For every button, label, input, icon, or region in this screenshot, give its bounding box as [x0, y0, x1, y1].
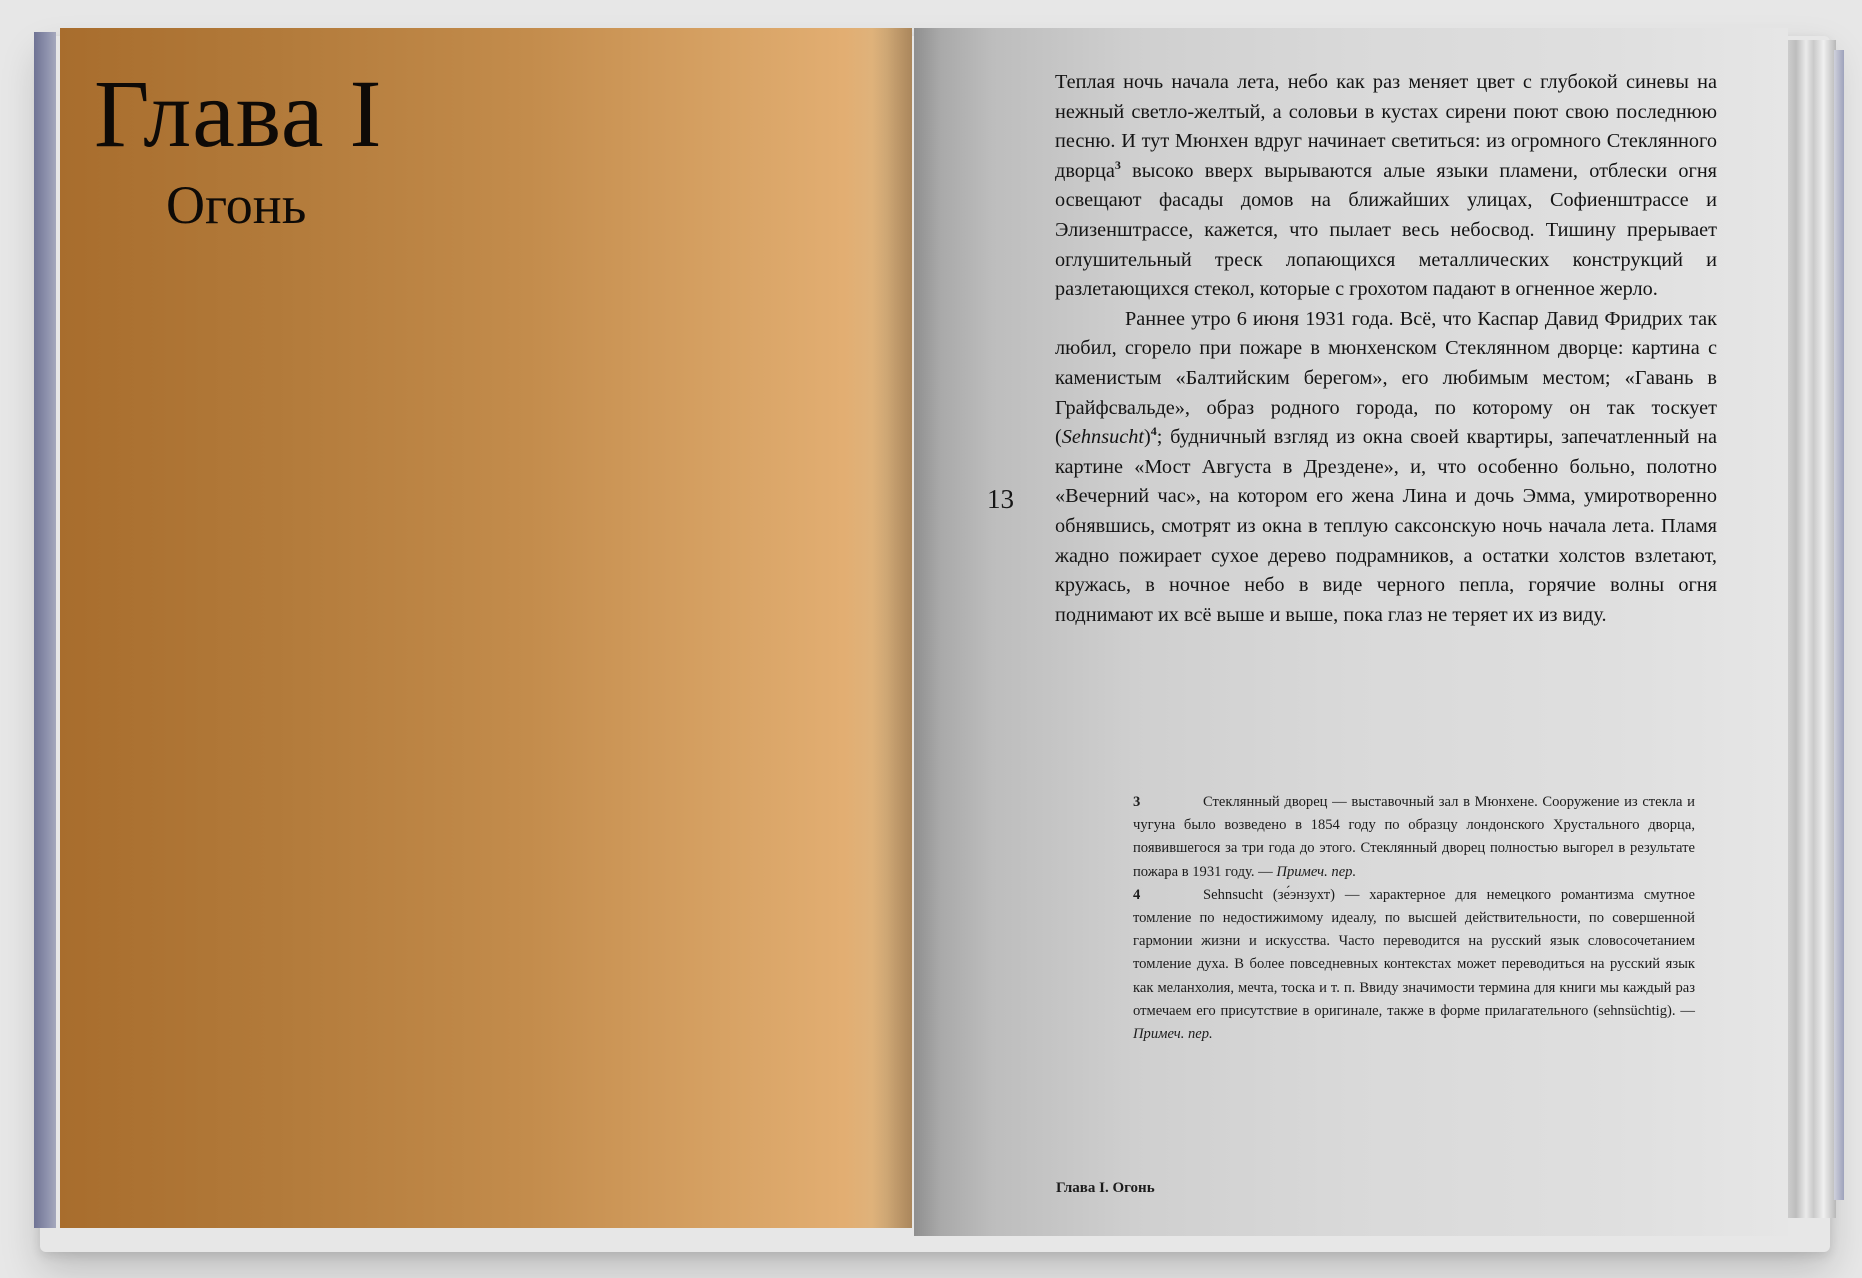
footnote-4-number: 4: [1133, 886, 1141, 903]
right-page: [914, 28, 1788, 1236]
footnote-3: [1133, 791, 1695, 884]
paragraph-1-text-a: Теплая ночь начала лета, небо как раз меняет цвет с глубокой синевы на нежный светло-желтый, а соловьи в кустах сирени поют свою последнюю песню. И тут Мюнхен вдруг начинает светиться: из огромного Стеклянного дворца: [1055, 71, 1717, 182]
footnote-4: [1133, 884, 1695, 1046]
chapter-subtitle: Огонь: [166, 175, 307, 235]
chapter-title: Глава I: [94, 60, 383, 167]
book-cover-edge-left: [34, 32, 56, 1228]
page-number: 13: [987, 484, 1014, 514]
paragraph-2-text-b: ; будничный взгляд из окна своей квартиры, запечатленный на картине «Мост Августа в Дрездене», и, что особенно больно, полотно «Вечерний час», на котором его жена Лина и дочь Эмма, умиротворенно обнявшись, смотрят из окна в теплую саксонскую ночь начала лета. Пламя жадно пожирает сухое дерево подрамников, а остатки холстов взлетают, кружась, в ночное небо в виде черного пепла, горячие волны огня поднимают их всё выше и выше, пока глаз не теряет их из виду.: [1055, 426, 1717, 626]
body-text: [1055, 68, 1717, 630]
footnote-4-text: Sehnsucht (зе́энзухт) — характерное для немецкого романтизма смутное томление по недостижимому идеалу, по высшей действительности, по совершенной гармонии жизни и искусства. Часто переводится на русский язык словосочетанием томление духа. В более повседневных контекстах может переводиться на русский язык как меланхолия, мечта, тоска и т. п. Ввиду значимости термина для книги мы каждый раз отмечаем его присутствие в оригинале, также в форме прилагательного (sehnsüchtig). —: [1133, 886, 1695, 1019]
left-page: [60, 28, 912, 1228]
paragraph-2-italic-term: Sehnsucht: [1061, 426, 1144, 449]
footnote-3-number: 3: [1133, 794, 1141, 810]
footnote-ref-4: 4: [1150, 424, 1157, 439]
footnote-3-note: Примеч. пер.: [1276, 863, 1357, 880]
paragraph-1-text-b: высоко вверх вырываются алые языки пламени, отблески огня освещают фасады домов на ближайших улицах, Софиенштрассе и Элизенштрассе, кажется, что пылает весь небосвод. Тишину прерывает оглушительный треск лопающихся металлических конструкций и разлетающихся стекол, которые с грохотом падают в огненное жерло.: [1055, 159, 1717, 301]
footnote-4-note: Примеч. пер.: [1133, 1026, 1213, 1043]
footnotes: [1133, 791, 1695, 1046]
footnote-3-text: Стеклянный дворец — выставочный зал в Мюнхене. Сооружение из стекла и чугуна было возведено в 1854 году по образцу лондонского Хрустального дворца, появившегося за три года до этого. Стеклянный дворец полностью выгорел в результате пожара в 1931 году. —: [1133, 794, 1695, 880]
book-page-edges-right: [1786, 40, 1836, 1218]
paragraph-2: Раннее утро 6 июня 1931 года. Всё, что Каспар Давид Фридрих так любил, сгорело при пожаре в мюнхенском Стеклянном дворце: картина с каменистым «Балтийским берегом», его любимым местом; «Гавань в Грайфсвальде», образ родного города, по которому он так тоскует (Sehnsucht)$^4$; будничный взгляд из окна своей квартиры, запечатленный на картине «Мост Августа в Дрездене», и, что особенно больно, полотно «Вечерний час», на котором его жена Лина и дочь Эмма, умиротворенно обнявшись, смотрят из окна в теплую саксонскую ночь начала лета. Пламя жадно пожирает сухое дерево подрамников, а остатки холстов взлетают, кружась, в ночное небо в виде черного пепла, горячие волны огня поднимают их всё выше и выше, пока глаз не теряет их из виду.: [1055, 307, 1717, 626]
paragraph-1: [1055, 68, 1717, 305]
running-footer: Глава I. Огонь: [1056, 1180, 1155, 1196]
paragraph-2-text-a: Раннее утро 6 июня 1931 года. Всё, что Каспар Давид Фридрих так любил, сгорело при пожаре в мюнхенском Стеклянном дворце: картина с каменистым «Балтийским берегом», его любимым местом; «Гавань в Грайфсвальде», образ родного города, по которому он так тоскует (: [1055, 307, 1717, 449]
footnote-ref-3: 3: [1114, 158, 1121, 173]
